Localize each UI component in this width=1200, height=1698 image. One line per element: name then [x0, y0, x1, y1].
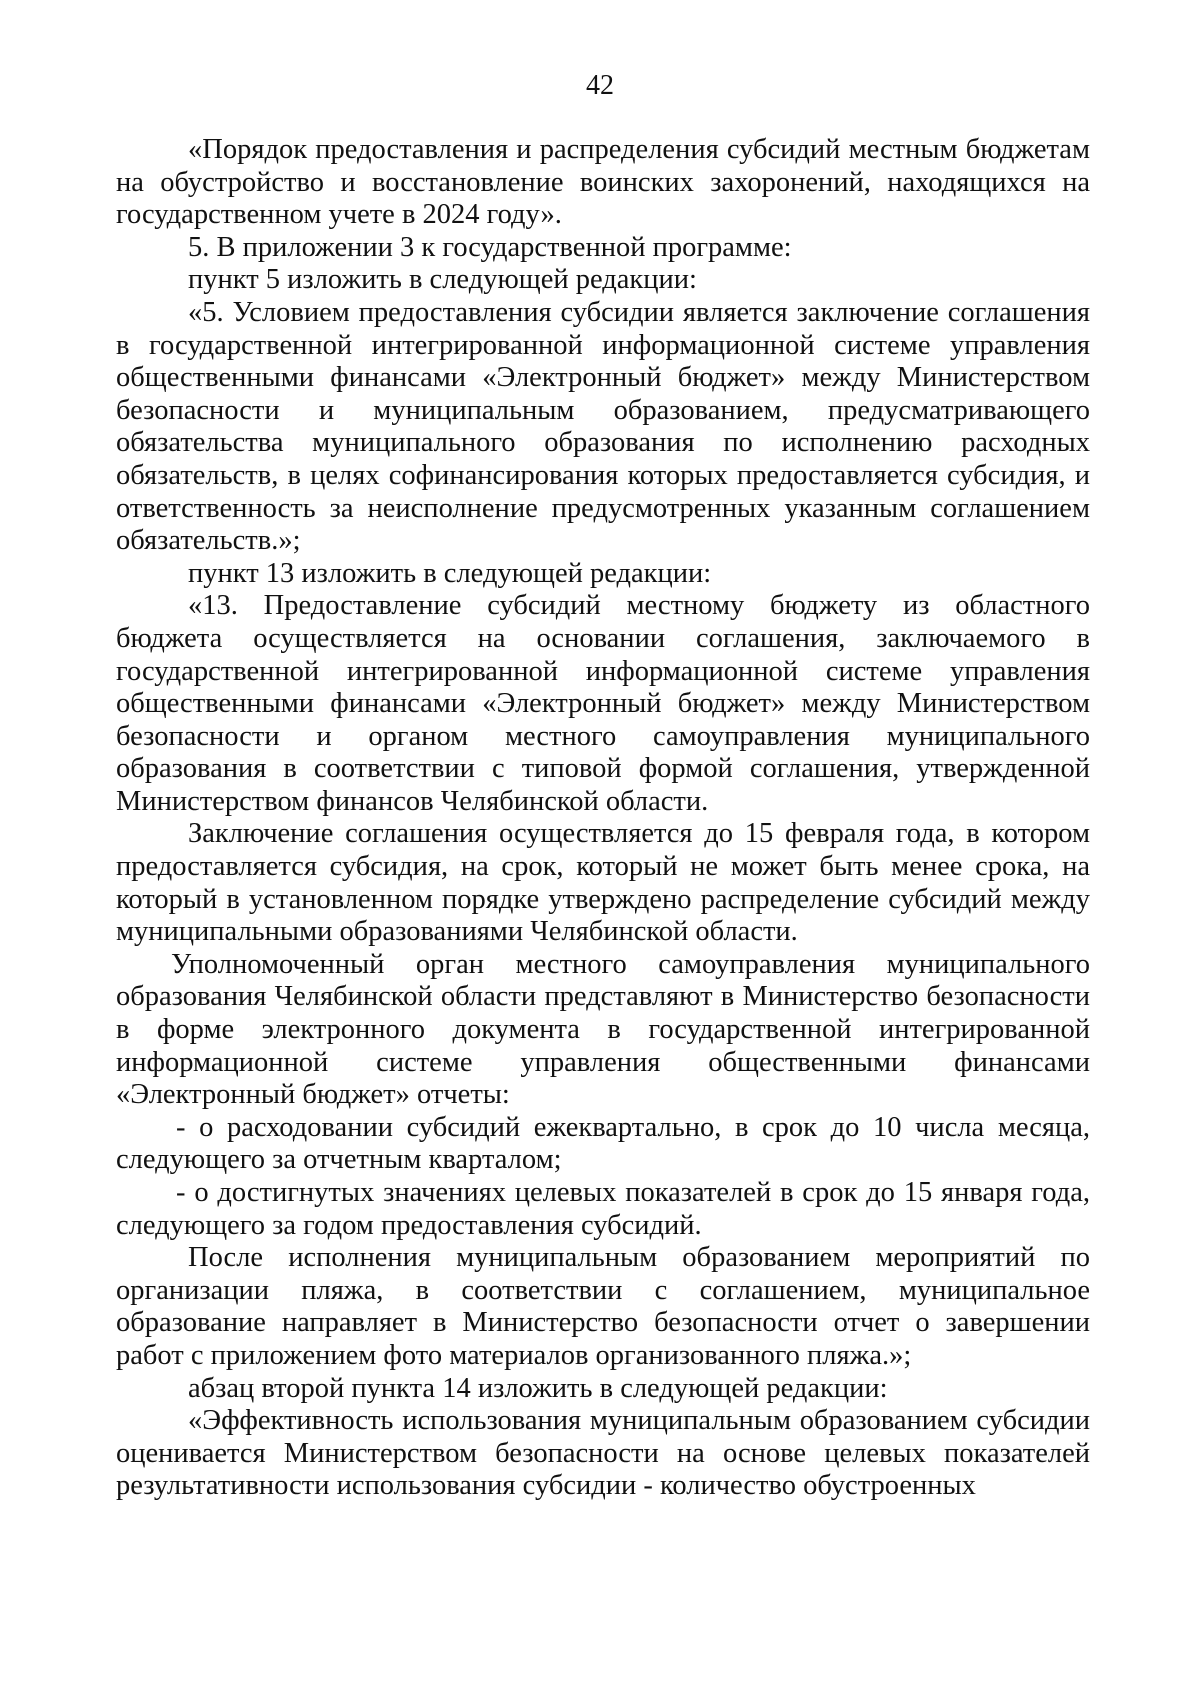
paragraph-item-5-intro: 5. В приложении 3 к государственной программе: — [188, 231, 792, 263]
paragraph-agreement-deadline: Заключение соглашения осуществляется до 15 февраля года, в котором предоставляется субсидия, на срок, который не может быть менее срока, на который в установленном порядке утверждено распределение субсидий между муниципальными образованиями Челябинской области. — [116, 818, 1090, 948]
paragraph-efficiency-text: «Эффективность использования муниципальным образованием субсидии оценивается Министерством безопасности на основе целевых показателей результативности использования субсидии - количество обустроенных — [116, 1405, 1090, 1502]
paragraph-point-13-text: «13. Предоставление субсидий местному бюджету из областного бюджета осуществляется на основании соглашения, заключаемого в государственной интегрированной информационной системе управления общественными финансами «Электронный бюджет» между Министерством безопасности и органом местного самоуправления муниципального образования в соответствии с типовой формой соглашения, утвержденной Министерством финансов Челябинской области. — [116, 590, 1090, 817]
paragraph-quote-title: «Порядок предоставления и распределения субсидий местным бюджетам на обустройство и восстановление воинских захоронений, находящихся на государственном учете в 2024 году». — [116, 134, 1090, 231]
document-body — [116, 134, 1090, 1503]
paragraph-report-expenses: - о расходовании субсидий ежеквартально, в срок до 10 числа месяца, следующего за отчетным кварталом; — [116, 1111, 1090, 1176]
page-number: 42 — [586, 70, 614, 101]
paragraph-point-13-instruction: пункт 13 изложить в следующей редакции: — [188, 557, 712, 589]
paragraph-beach-completion: После исполнения муниципальным образованием мероприятий по организации пляжа, в соответствии с соглашением, муниципальное образование направляет в Министерство безопасности отчет о завершении работ с приложением фото материалов организованного пляжа.»; — [116, 1242, 1090, 1371]
paragraph-point-5-text: «5. Условием предоставления субсидии является заключение соглашения в государственной интегрированной информационной системе управления общественными финансами «Электронный бюджет» между Министерством безопасности и муниципальным образованием, предусматривающего обязательства муниципального образования по исполнению расходных обязательств, в целях софинансирования которых предоставляется субсидия, и ответственность за неисполнение предусмотренных указанным соглашением обязательств.»; — [116, 296, 1090, 557]
paragraph-reports-intro: Уполномоченный орган местного самоуправления муниципального образования Челябинской области представляют в Министерство безопасности в форме электронного документа в государственной интегрированной информационной системе управления общественными финансами «Электронный бюджет» отчеты: — [116, 948, 1090, 1111]
paragraph-point-14-instruction: абзац второй пункта 14 изложить в следующей редакции: — [188, 1372, 888, 1404]
paragraph-report-targets: - о достигнутых значениях целевых показателей в срок до 15 января года, следующего за годом предоставления субсидий. — [116, 1177, 1090, 1241]
paragraph-point-5-instruction: пункт 5 изложить в следующей редакции: — [188, 264, 697, 296]
